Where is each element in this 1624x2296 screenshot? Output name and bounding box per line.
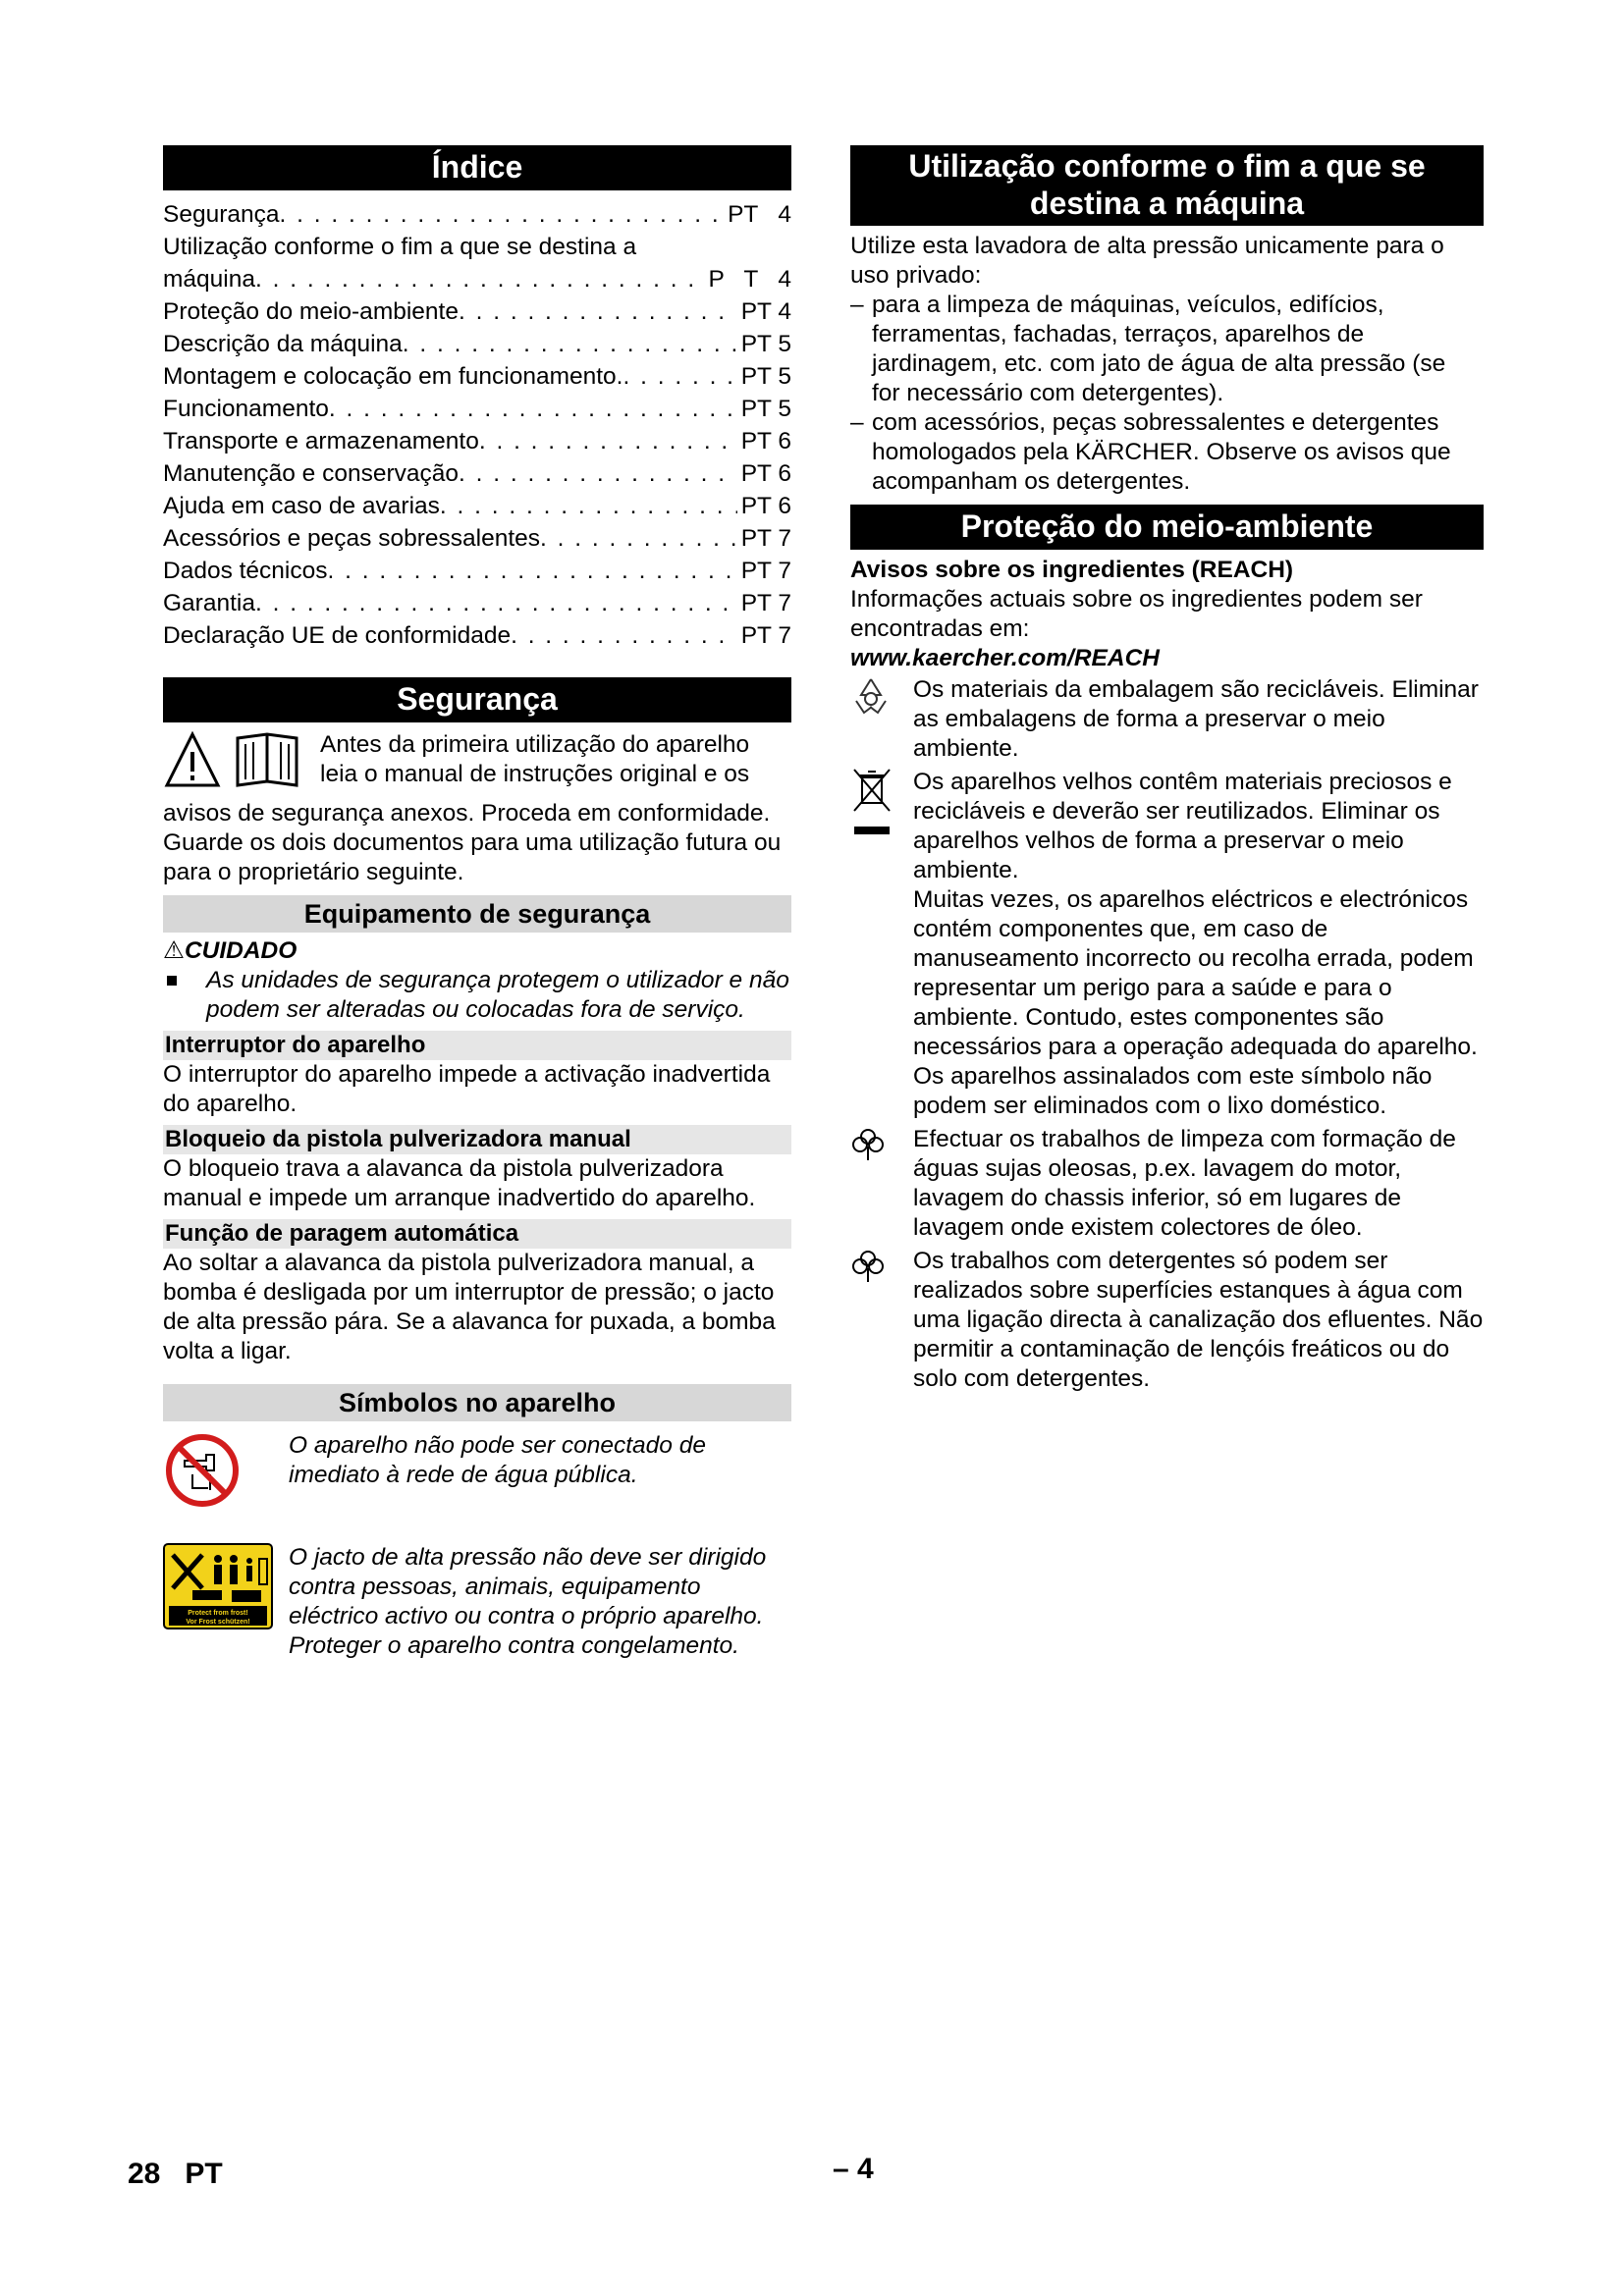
toc-entry[interactable] [163, 425, 791, 457]
toc-entry[interactable] [163, 198, 791, 231]
toc-entry-label: Utilização conforme o fim a que se destina a [163, 234, 637, 260]
page-number: 28 [128, 2158, 161, 2190]
lock-text: O bloqueio trava a alavanca da pistola pulverizadora manual e impede um arranque inadvertido do aparelho. [163, 1155, 756, 1211]
stop-text: Ao soltar a alavanca da pistola pulverizadora manual, a bomba é desligada por um interruptor de pressão; o jacto de alta pressão pára. Se a alavanca for puxada, a bomba volta a ligar. [163, 1250, 776, 1364]
weee-texts [913, 768, 1484, 1121]
equipment-title: Equipamento de segurança [163, 895, 791, 933]
no-jet-at-people-icon [163, 1543, 289, 1661]
toc-entry-page: PT 6 [740, 428, 791, 454]
square-bullet-icon [167, 976, 177, 986]
toc-entry-page: P T 4 [708, 266, 791, 293]
reach-title: Avisos sobre os ingredientes (REACH) [850, 557, 1294, 583]
toc-dot-leader [511, 619, 737, 652]
toc-entry-label: Segurança [163, 201, 280, 228]
weee-row [850, 768, 1484, 1121]
tree-environment-icon [850, 1247, 913, 1394]
warning-manual-icons [163, 730, 320, 799]
toc-entry-label: Descrição da máquina [163, 331, 403, 357]
manual-book-icon [238, 734, 297, 785]
usage-title: Utilização conforme o fim a que se destina a máquina [850, 145, 1484, 226]
toc-entry[interactable] [163, 490, 791, 522]
toc-dot-leader [255, 587, 737, 619]
footer-section-number: – 4 [833, 2153, 874, 2185]
reach-text: Informações actuais sobre os ingredientes podem ser encontradas em: [850, 586, 1423, 642]
usage-intro: Utilize esta lavadora de alta pressão unicamente para o uso privado: [850, 233, 1444, 289]
right-column [850, 145, 1484, 1394]
toc-entry[interactable] [163, 231, 791, 263]
toc-entry-page: PT 4 [728, 201, 791, 228]
symbol2-text: O jacto de alta pressão não deve ser dirigido contra pessoas, animais, equipamento eléctrico activo ou contra o próprio aparelho. Proteger o aparelho contra congelamento. [289, 1544, 767, 1659]
toc-entry-page: PT 7 [740, 558, 791, 584]
toc-dot-leader [440, 490, 737, 522]
toc-title: Índice [163, 145, 791, 190]
safety-intro-text: Antes da primeira utilização do aparelho leia o manual de instruções original e os [320, 731, 750, 787]
reach-url[interactable]: www.kaercher.com/REACH [850, 645, 1160, 671]
toc-dot-leader [328, 555, 737, 587]
toc-dot-leader [459, 295, 737, 328]
toc-entry-label: Acessórios e peças sobressalentes [163, 525, 541, 552]
caution-text: As unidades de segurança protegem o utilizador e não podem ser alteradas ou colocadas fora de serviço. [206, 967, 789, 1023]
toc-entry-label: Manutenção e conservação [163, 460, 459, 487]
table-of-contents [163, 198, 791, 652]
toc-dot-leader [479, 425, 737, 457]
no-water-connection-icon [163, 1431, 289, 1518]
weee-text: Os aparelhos velhos contêm materiais preciosos e recicláveis e deverão ser reutilizados. Eliminar os aparelhos velhos de forma a preservar o meio ambiente. [913, 769, 1452, 883]
usage-list [850, 291, 1484, 497]
symbol-label-de: Vor Frost schützen! [186, 1619, 250, 1626]
usage-item-text: com acessórios, peças sobressalentes e detergentes homologados pela KÄRCHER. Observe os avisos que acompanham os detergentes. [872, 409, 1451, 495]
symbol-row-water [163, 1431, 791, 1518]
oil-row [850, 1125, 1484, 1243]
caution-triangle-icon: ⚠ [163, 937, 185, 964]
environment-title: Proteção do meio-ambiente [850, 505, 1484, 550]
caution-item [163, 966, 791, 1025]
toc-entry-label: Ajuda em caso de avarias [163, 493, 440, 519]
safety-intro-rest: avisos de segurança anexos. Proceda em conformidade. Guarde os dois documentos para uma utilização futura ou para o proprietário seguinte. [163, 800, 782, 885]
toc-entry-label: Declaração UE de conformidade [163, 622, 512, 649]
toc-entry-label: Montagem e colocação em funcionamento. [163, 363, 623, 390]
safety-intro [163, 730, 791, 799]
toc-dot-leader [623, 360, 737, 393]
list-item: – para a limpeza de máquinas, veículos, edifícios, ferramentas, fachadas, terraços, aparelhos de jardinagem, etc. com jato de água de alta pressão (se for necessário com detergentes). [850, 291, 1484, 408]
left-column [163, 145, 791, 1661]
weee-text-2: Muitas vezes, os aparelhos eléctricos e electrónicos contém componentes que, em caso de manuseamento incorrecto ou recolha errada, podem representar um perigo para a saúde e para o ambiente. Contudo, estes componentes são necessários para a operação adequada do aparelho. Os aparelhos assinalados com este símbolo não podem ser eliminados com o lixo doméstico. [913, 886, 1478, 1119]
toc-entry-page: PT 4 [740, 298, 791, 325]
toc-entry-label: Garantia [163, 590, 255, 616]
detergent-row [850, 1247, 1484, 1394]
toc-entry[interactable] [163, 360, 791, 393]
stop-title: Função de paragem automática [163, 1219, 791, 1249]
toc-dot-leader [459, 457, 737, 490]
toc-entry-page: PT 5 [740, 331, 791, 357]
symbol-row-jet [163, 1543, 791, 1661]
toc-entry-page: PT 6 [740, 460, 791, 487]
lock-title: Bloqueio da pistola pulverizadora manual [163, 1125, 791, 1154]
caution-heading [163, 936, 791, 966]
recycle-row [850, 675, 1484, 764]
crossed-bin-icon [850, 768, 913, 1121]
toc-entry-page: PT 5 [740, 396, 791, 422]
toc-dot-leader [255, 263, 705, 295]
footer-page-info [128, 2160, 223, 2189]
tree-environment-icon [850, 1125, 913, 1243]
oil-text: Efectuar os trabalhos de limpeza com formação de águas sujas oleosas, p.ex. lavagem do motor, lavagem do chassis inferior, só em lugares de lavagem onde existem colectores de óleo. [913, 1126, 1456, 1241]
recycle-icon [850, 675, 913, 764]
caution-label: CUIDADO [184, 937, 298, 964]
toc-entry[interactable] [163, 393, 791, 425]
recycle-text: Os materiais da embalagem são recicláveis. Eliminar as embalagens de forma a preservar o meio ambiente. [913, 676, 1479, 762]
toc-entry-label: Dados técnicos [163, 558, 328, 584]
toc-entry-page: PT 7 [740, 622, 791, 649]
toc-entry-label: Transporte e armazenamento [163, 428, 479, 454]
toc-entry-page: PT 7 [740, 525, 791, 552]
toc-entry-label: Funcionamento [163, 396, 329, 422]
toc-entry-label: Proteção do meio-ambiente [163, 298, 459, 325]
symbols-title: Símbolos no aparelho [163, 1384, 791, 1421]
toc-entry[interactable] [163, 457, 791, 490]
switch-title: Interruptor do aparelho [163, 1031, 791, 1060]
toc-entry[interactable] [163, 263, 791, 295]
toc-dot-leader [329, 393, 737, 425]
toc-entry[interactable] [163, 522, 791, 555]
safety-title: Segurança [163, 677, 791, 722]
usage-item-text: para a limpeza de máquinas, veículos, edifícios, ferramentas, fachadas, terraços, aparelhos de jardinagem, etc. com jato de água de alta pressão (se for necessário com detergentes). [872, 292, 1446, 406]
toc-entry[interactable] [163, 619, 791, 652]
toc-dot-leader [280, 198, 725, 231]
toc-dot-leader [540, 522, 737, 555]
list-item: – com acessórios, peças sobressalentes e detergentes homologados pela KÄRCHER. Observe os avisos que acompanham os detergentes. [850, 408, 1484, 497]
toc-entry-page: PT 7 [740, 590, 791, 616]
detergent-text: Os trabalhos com detergentes só podem ser realizados sobre superfícies estanques à água com uma ligação directa à canalização dos efluentes. Não permitir a contaminação de lençóis freáticos ou do solo com detergentes. [913, 1248, 1484, 1392]
page-language: PT [185, 2158, 223, 2190]
toc-entry[interactable] [163, 328, 791, 360]
warning-triangle-icon [167, 734, 218, 785]
toc-entry[interactable] [163, 295, 791, 328]
toc-dot-leader [403, 328, 737, 360]
toc-entry-page: PT 5 [740, 363, 791, 390]
toc-entry-label: máquina [163, 266, 255, 293]
toc-entry-page: PT 6 [740, 493, 791, 519]
switch-text: O interruptor do aparelho impede a activação inadvertida do aparelho. [163, 1061, 771, 1117]
symbol1-text: O aparelho não pode ser conectado de imediato à rede de água pública. [289, 1432, 706, 1488]
toc-entry[interactable] [163, 555, 791, 587]
symbol-label-en: Protect from frost! [188, 1610, 248, 1617]
toc-entry[interactable] [163, 587, 791, 619]
